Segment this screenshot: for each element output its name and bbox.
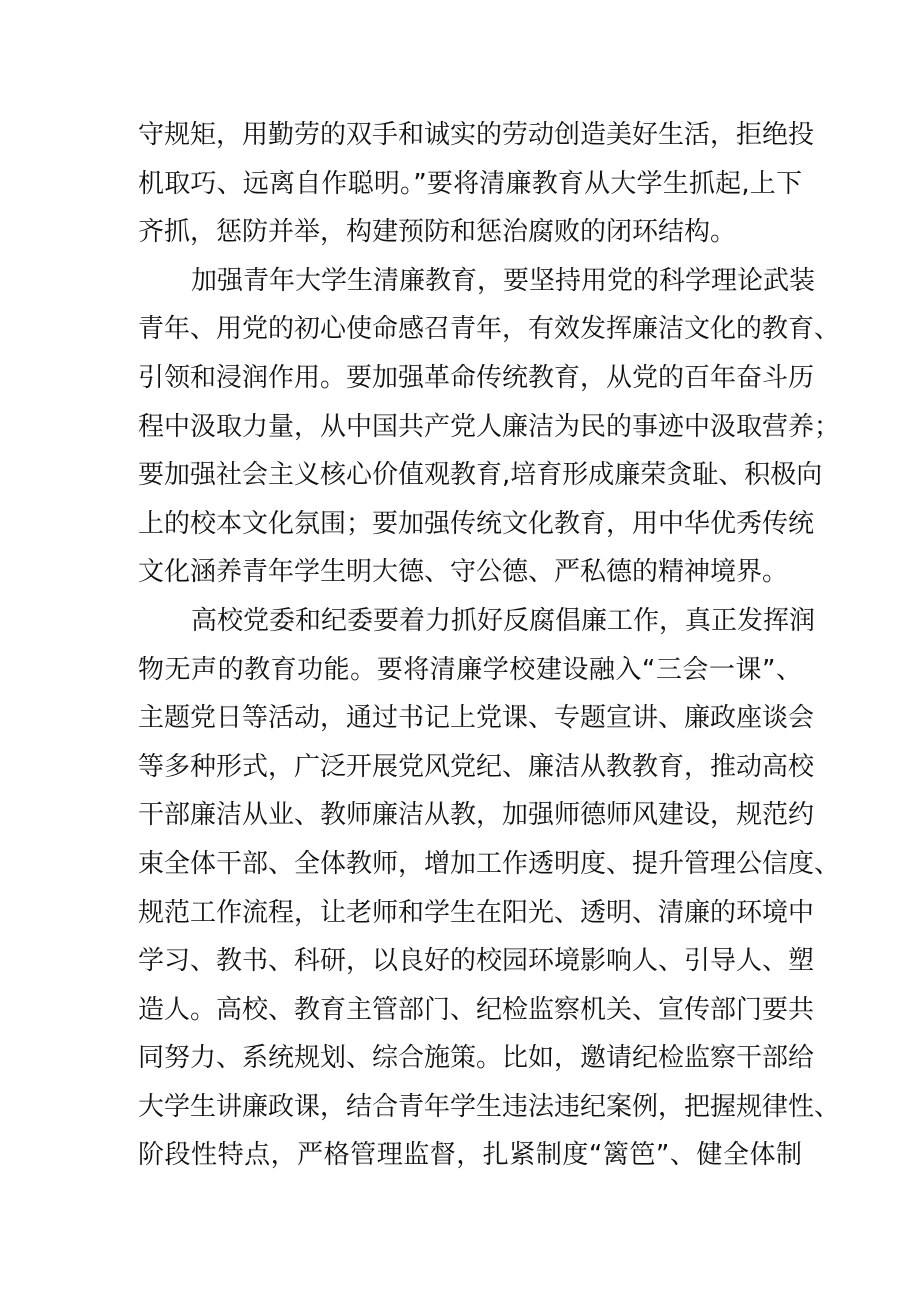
text-line: 守规矩，用勤劳的双手和诚实的劳动创造美好生活，拒绝投 [138,120,815,150]
text-line: 主题党日等活动，通过书记上党课、专题宣讲、廉政座谈会 [138,703,815,734]
paragraph [138,257,841,597]
text-line: 加强青年大学生清廉教育，要坚持用党的科学理论武装 [191,265,816,296]
text-line: 齐抓，惩防并举，构建预防和惩治腐败的闭环结构。 [138,217,737,248]
text-line: 程中汲取力量，从中国共产党人廉洁为民的事迹中汲取营养； [138,411,841,442]
text-line: 干部廉洁从业、教师廉洁从教，加强师德师风建设，规范约 [138,800,815,831]
text-line: 物无声的教育功能。要将清廉学校建设融入“三会一课”、 [138,654,802,685]
text-line: 上的校本文化氛围；要加强传统文化教育，用中华优秀传统 [138,508,815,539]
text-line: 引领和浸润作用。要加强革命传统教育，从党的百年奋斗历 [138,362,815,393]
document-page [138,111,841,1180]
text-line: 阶段性特点，严格管理监督，扎紧制度“篱笆”、健全体制 [138,1140,802,1171]
text-line: 束全体干部、全体教师，增加工作透明度、提升管理公信度、 [138,848,841,879]
text-line: 规范工作流程，让老师和学生在阳光、透明、清廉的环境中 [138,897,815,928]
text-line: 同努力、系统规划、综合施策。比如，邀请纪检监察干部给 [138,1043,815,1074]
text-line: 青年、用党的初心使命感召青年，有效发挥廉洁文化的教育、 [138,314,841,345]
text-line: 等多种形式，广泛开展党风党纪、廉洁从教教育，推动高校 [138,751,815,782]
text-line: 机取巧、远离自作聪明。”要将清廉教育从大学生抓起,上下 [138,168,802,199]
text-line: 造人。高校、教育主管部门、纪检监察机关、宣传部门要共 [138,994,815,1025]
text-line: 大学生讲廉政课，结合青年学生违法违纪案例，把握规律性、 [138,1091,841,1122]
paragraph [138,111,815,257]
text-line: 高校党委和纪委要着力抓好反腐倡廉工作，真正发挥润 [191,605,816,636]
text-line: 学习、教书、科研，以良好的校园环境影响人、引导人、塑 [138,946,815,977]
paragraph [138,597,841,1180]
text-line: 要加强社会主义核心价值观教育,培育形成廉荣贪耻、积极向 [138,460,823,491]
text-line: 文化涵养青年学生明大德、守公德、严私德的精神境界。 [138,557,789,588]
